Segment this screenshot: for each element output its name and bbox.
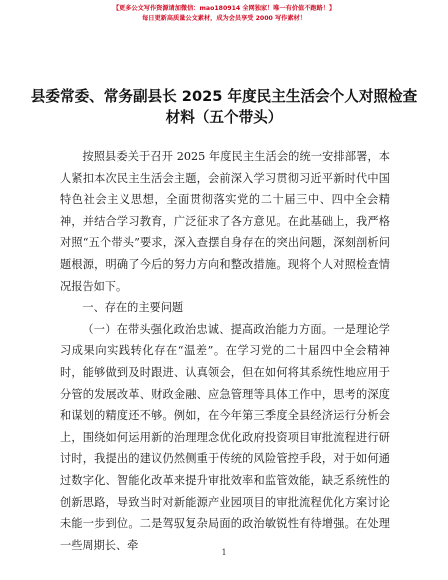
document-body (60, 146, 390, 556)
promo-banner-line-2: 每日更新高质量公文素材，成为会员享受 2000 写作素材！ (142, 15, 306, 22)
body-paragraph: （一）在带头强化政治忠诚、提高政治能力方面。一是理论学习成果向实践转化存在“温差”。在学习党的二十届四中全会精神时，能够做到及时跟进、认真领会，但在如何将其系统性地应用于分管的发展改革、财政金融、应急管理等具体工作中，思考的深度和谋划的精度还不够。例如，在今年第三季度全县经济运行分析会上，围绕如何运用新的治理理念优化政府投资项目审批流程进行研讨时，我提出的建议仍然侧重于传统的风险管控手段，对于如何通过数字化、智能化改革来提升审批效率和监管效能，缺乏系统性的创新思路，导致当时对新能源产业园项目的审批流程优化方案讨论未能一步到位。二是驾驭复杂局面的政治敏锐性有待增强。在处理一些周期长、牵 (60, 322, 390, 552)
page-number: 1 (221, 548, 227, 557)
promo-banner-line-1: 【更多公文写作资源请加微信：mao180914 全网独家！唯一有价值不跑路！】 (112, 5, 336, 12)
intro-paragraph: 按照县委关于召开 2025 年度民主生活会的统一安排部署，本人紧扣本次民主生活会主题，会前深入学习贯彻习近平新时代中国特色社会主义思想，全面贯彻落实党的二十届三中、四中全会精神，并结合学习教育，广泛征求了各方意见。在此基础上，我严格对照“五个带头”要求，深入查摆自身存在的突出问题，深刻剖析问题根源，明确了今后的努力方向和整改措施。现将个人对照检查情况报告如下。 (60, 150, 390, 293)
document-title: 县委常委、常务副县长 2025 年度民主生活会个人对照检查材料（五个带头） (30, 88, 418, 126)
section-heading: 一、存在的主要问题 (82, 301, 184, 315)
